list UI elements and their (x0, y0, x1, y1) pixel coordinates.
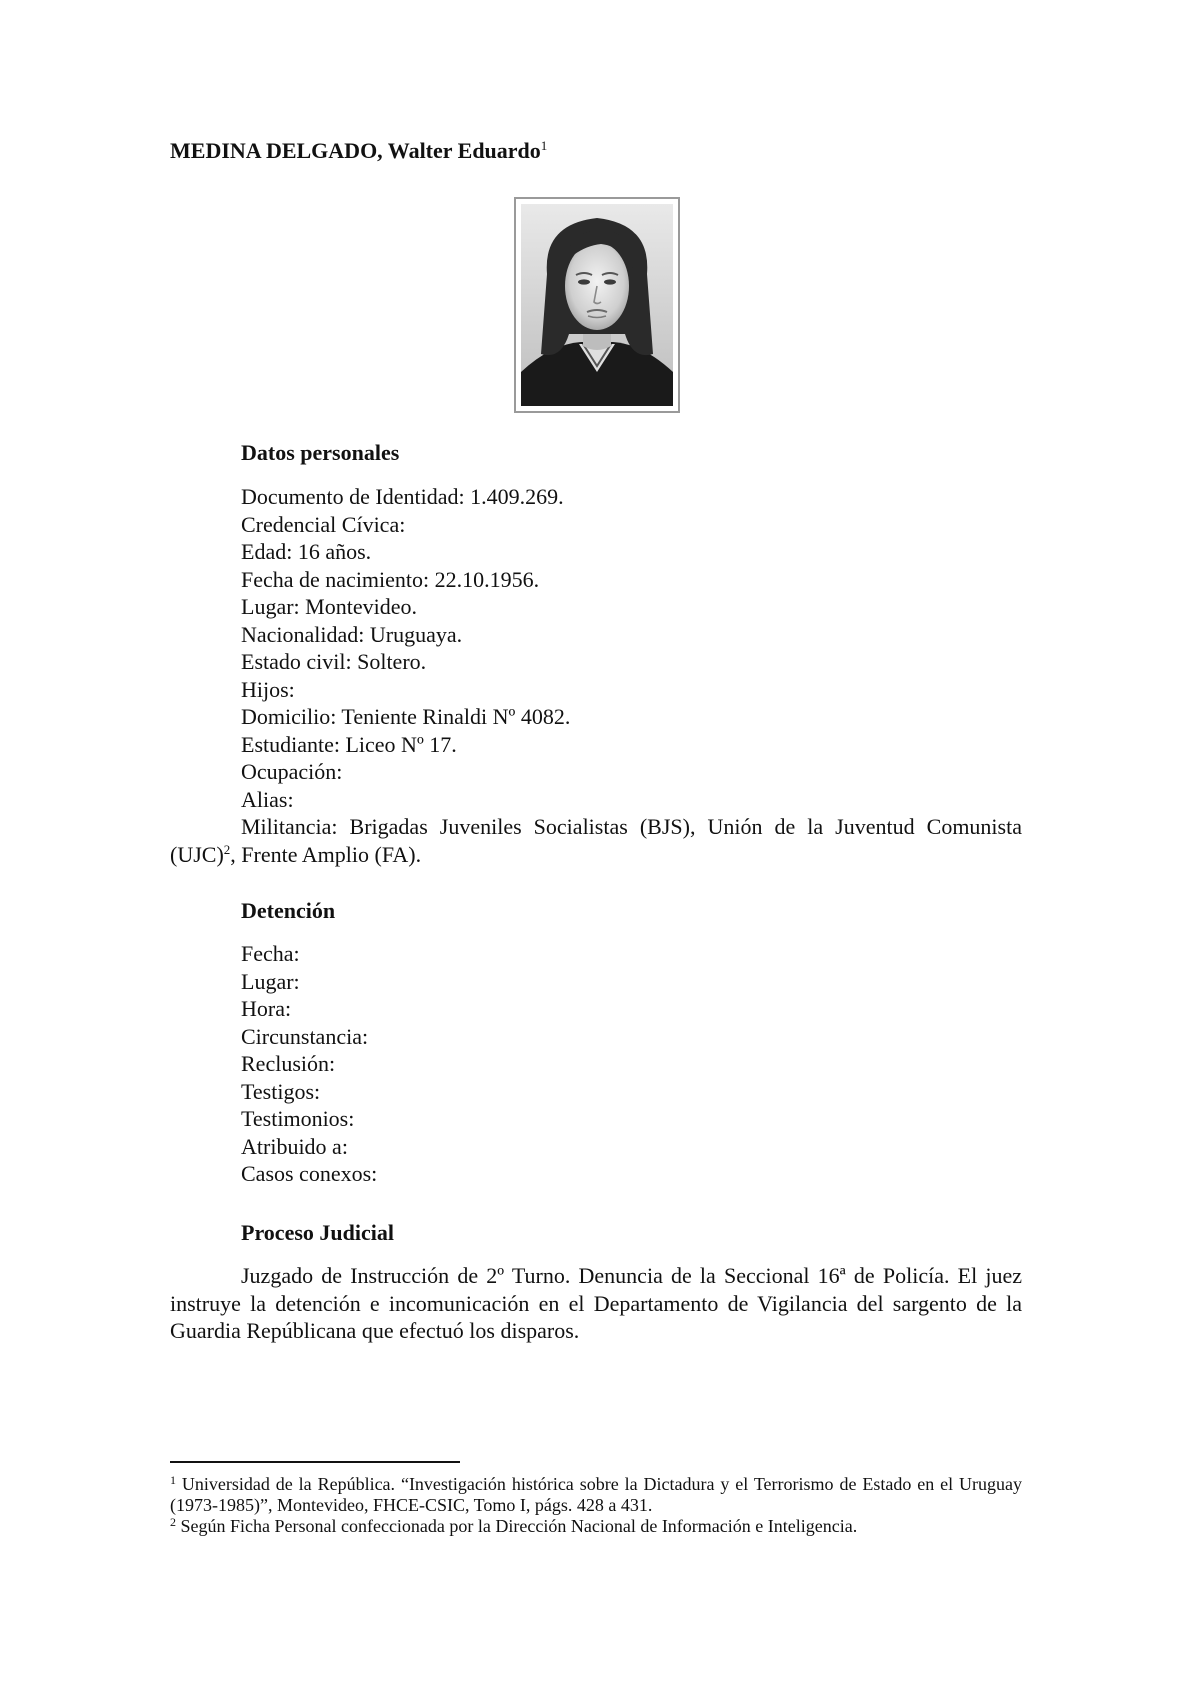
proceso-judicial-text: Juzgado de Instrucción de 2º Turno. Denuncia de la Seccional 16ª de Policía. El juez instruye la detención e incomunicación en el Departamento de Vigilancia del sargento de la Guardia Repúblicana que efectuó los disparos. (170, 1263, 1022, 1343)
field-reclusion: Reclusión: (241, 1051, 336, 1076)
militancia-text: Militancia: Brigadas Juveniles Socialistas (BJS), Unión de la Juventud Comunista (UJC) (170, 814, 1022, 867)
militancia-text-end: , Frente Amplio (FA). (230, 841, 422, 867)
page-title (170, 138, 547, 164)
footnote-number: 1 (170, 1473, 176, 1487)
footnote-text: Universidad de la República. “Investigación histórica sobre la Dictadura y el Terrorismo de Estado en el Uruguay (1973-1985)”, Montevideo, FHCE-CSIC, Tomo I, págs. 428 a 431. (170, 1474, 1022, 1515)
footnote-ref: 2 (223, 841, 231, 857)
field-estado-civil: Estado civil: Soltero. (241, 649, 427, 674)
footnote-text: Según Ficha Personal confeccionada por la Dirección Nacional de Información e Inteligencia. (176, 1516, 858, 1536)
field-testigos: Testigos: (241, 1078, 321, 1104)
field-hora: Hora: (241, 996, 292, 1021)
section-heading-proceso-judicial: Proceso Judicial (241, 1220, 394, 1245)
footnotes (170, 1474, 1022, 1537)
footnote-1 (170, 1474, 1022, 1516)
field-estudiante: Estudiante: Liceo Nº 17. (241, 731, 457, 757)
proceso-judicial-paragraph (170, 1262, 1022, 1345)
field-fecha-nacimiento: Fecha de nacimiento: 22.10.1956. (241, 566, 540, 592)
field-alias: Alias: (241, 786, 294, 812)
portrait-image (521, 204, 673, 406)
footnote-number: 2 (170, 1515, 176, 1529)
detencion-list (241, 940, 377, 1188)
field-lugar-detencion: Lugar: (241, 968, 300, 994)
field-casos-conexos: Casos conexos: (241, 1161, 378, 1186)
field-hijos: Hijos: (241, 676, 295, 702)
section-heading-detencion: Detención (241, 898, 336, 923)
field-atribuido: Atribuido a: (241, 1133, 348, 1159)
field-testimonios: Testimonios: (241, 1106, 355, 1131)
footnote-2 (170, 1516, 1022, 1537)
section-heading-datos-personales: Datos personales (241, 440, 400, 465)
field-fecha: Fecha: (241, 941, 300, 966)
field-nacionalidad: Nacionalidad: Uruguaya. (241, 621, 463, 647)
title-text: MEDINA DELGADO, Walter Eduardo (170, 138, 541, 163)
datos-personales-list (241, 483, 570, 813)
field-documento: Documento de Identidad: 1.409.269. (241, 484, 564, 509)
portrait-photo (514, 197, 680, 413)
field-credencial: Credencial Cívica: (241, 511, 406, 537)
footnote-separator (170, 1461, 460, 1463)
field-circunstancia: Circunstancia: (241, 1023, 369, 1049)
field-edad: Edad: 16 años. (241, 539, 372, 564)
field-ocupacion: Ocupación: (241, 759, 343, 784)
footnote-ref: 1 (540, 138, 548, 153)
field-lugar: Lugar: Montevideo. (241, 594, 417, 619)
field-militancia (170, 813, 1022, 868)
field-domicilio: Domicilio: Teniente Rinaldi Nº 4082. (241, 704, 571, 729)
